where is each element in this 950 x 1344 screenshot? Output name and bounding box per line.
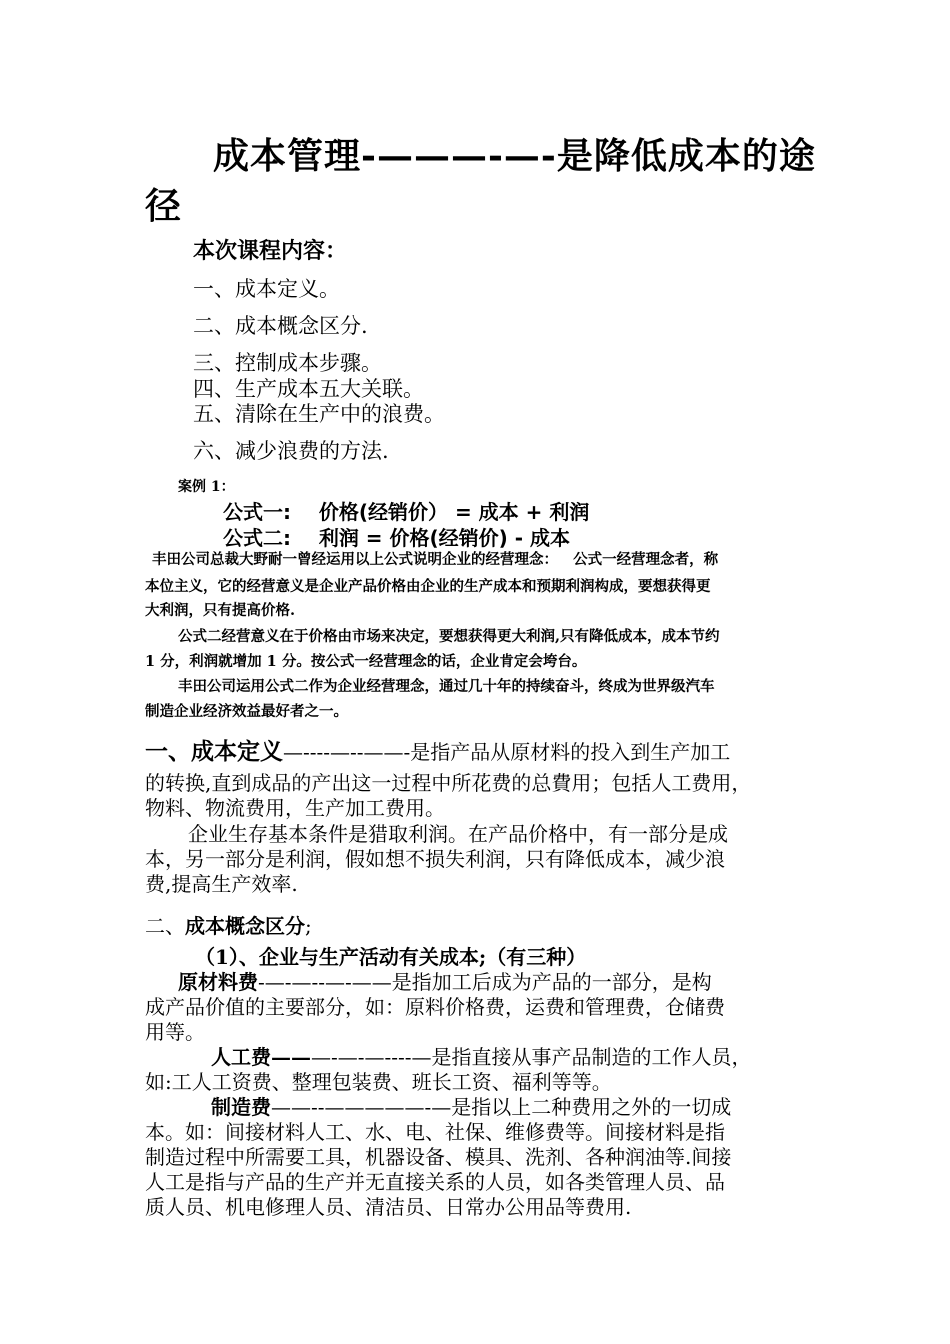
case-label: 案例 1：	[178, 479, 235, 495]
section-two-heading	[145, 910, 312, 939]
labor-line	[211, 1045, 752, 1070]
formula-two: 公式二: 利润 = 价格(经销价) - 成本	[223, 526, 571, 550]
body-line: 用等。	[145, 1020, 205, 1044]
case-text-line: 大利润，只有提高价格.	[145, 602, 296, 619]
case-text-line: 公式二经营意义在于价格由市场来决定，要想获得更大利润,只有降低成本，成本节约	[178, 628, 720, 645]
term-raw-material: 原材料费	[178, 970, 258, 994]
case-text-line: 制造企业经济效益最好者之一。	[145, 703, 348, 720]
manufacturing-line	[211, 1095, 731, 1120]
body-line: 成产品价值的主要部分，如：原料价格费，运费和管理费，仓储费	[145, 995, 725, 1019]
body-line: 企业生存基本条件是猎取利润。在产品价格中，有一部分是成	[188, 822, 728, 846]
body-line: 质人员、机电修理人员、清洁员、日常办公用品等费用.	[145, 1195, 632, 1219]
term-labor: 人工费——	[211, 1045, 311, 1069]
body-line: 的转换,直到成品的产出这一过程中所花费的总費用；包括人工费用，	[145, 771, 752, 795]
case-text-line: 丰田公司总裁大野耐一曾经运用以上公式说明企业的经营理念： 公式一经营理念者，称	[152, 551, 719, 568]
course-heading: 本次课程内容：	[193, 238, 348, 264]
section-tail: ;	[305, 914, 312, 938]
toc-item: 六、减少浪费的方法.	[193, 439, 389, 463]
case-text-line: 丰田公司运用公式二作为企业经营理念，通过几十年的持续奋斗，终成为世界级汽车	[178, 678, 715, 695]
definition-text: -—-—--—-——是指加工后成为产品的一部分，是构	[258, 970, 712, 994]
section-title: 成本定义	[191, 738, 283, 765]
section-title: 成本概念区分	[185, 914, 305, 938]
formula-one: 公式一: 价格(经销价） = 成本 + 利润	[223, 500, 590, 524]
term-manufacturing: 制造费	[211, 1095, 271, 1119]
body-line: 物料、物流费用，生产加工费用。	[145, 796, 445, 820]
toc-item: 四、生产成本五大关联。	[193, 377, 424, 401]
section-one-heading	[145, 733, 730, 766]
body-line: 本，另一部分是利润，假如想不损失利润，只有降低成本，减少浪	[145, 847, 725, 871]
toc-item: 五、清除在生产中的浪费。	[193, 402, 445, 426]
raw-material-line	[178, 970, 712, 995]
body-line: 如:工人工资费、整理包装费、班长工资、福利等等。	[145, 1070, 612, 1094]
section-number: 二、	[145, 914, 185, 938]
body-line: 人工是指与产品的生产并无直接关系的人员，如各类管理人员、品	[145, 1170, 725, 1194]
body-line: 本。如：间接材料人工、水、电、社保、维修费等。间接材料是指	[145, 1120, 725, 1144]
body-line: 制造过程中所需要工具，机器设备、模具、洗剂、各种润油等.间接	[145, 1145, 732, 1169]
section-intro: —----—--——-是指产品从原材料的投入到生产加工	[283, 740, 731, 764]
toc-item: 二、成本概念区分.	[193, 314, 368, 338]
doc-title-line2: 径	[145, 185, 183, 227]
toc-item: 一、成本定义。	[193, 277, 340, 301]
definition-text: ——--—————-—是指以上二种费用之外的一切成	[271, 1095, 732, 1119]
doc-title-line1: 成本管理-———-—-是降低成本的途	[213, 135, 816, 177]
case-text-line: 本位主义，它的经营意义是企业产品价格由企业的生产成本和预期利润构成，要想获得更	[145, 578, 711, 595]
toc-item: 三、控制成本步骤。	[193, 351, 382, 375]
subsection-heading: （1）、企业与生产活动有关成本;（有三种）	[195, 945, 587, 969]
case-text-line: 1 分，利润就增加 1 分。按公式一经营理念的话，企业肯定会垮台。	[145, 653, 587, 670]
definition-text: —-—-—----—是指直接从事产品制造的工作人员，	[311, 1045, 752, 1069]
body-line: 费,提高生产效率.	[145, 872, 298, 896]
section-number: 一、	[145, 738, 191, 765]
